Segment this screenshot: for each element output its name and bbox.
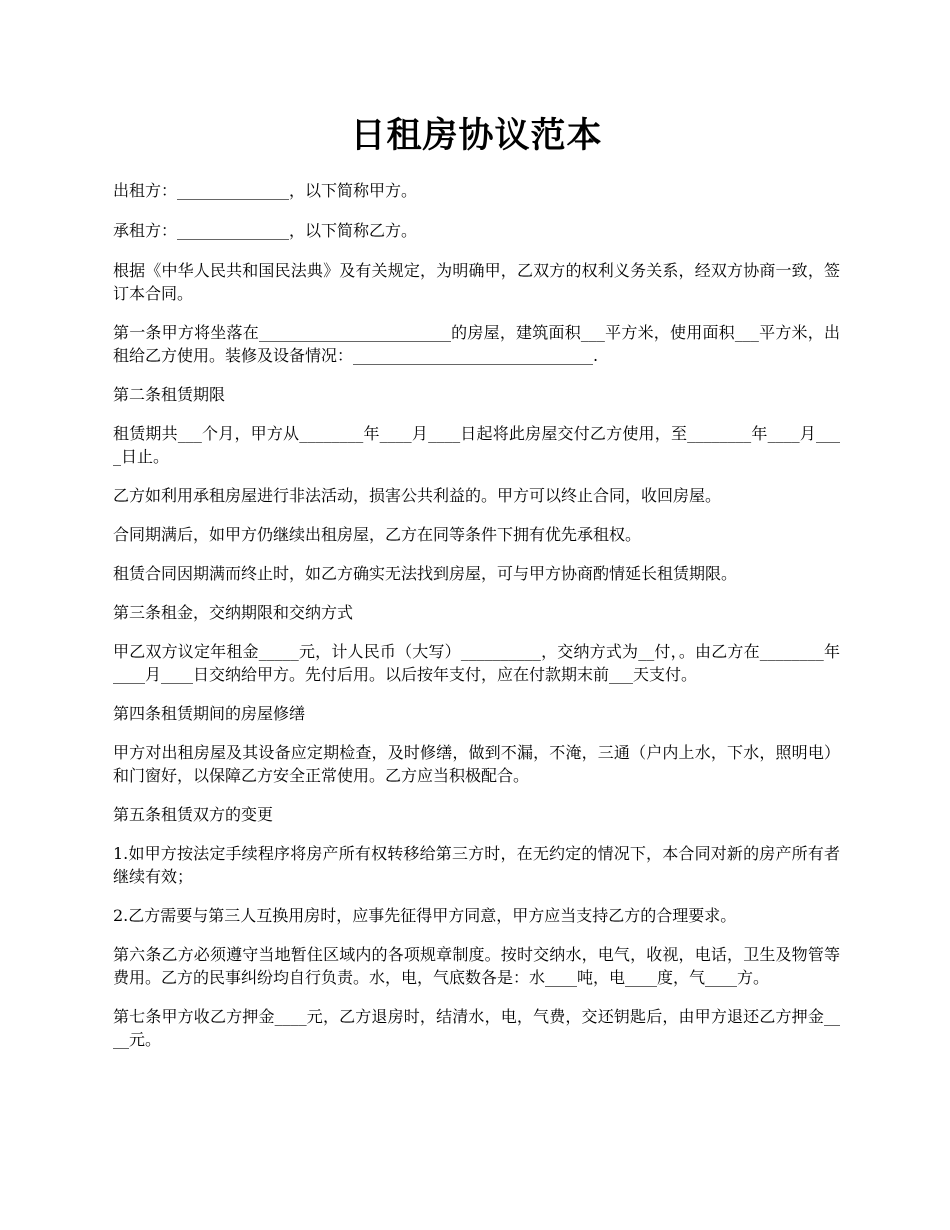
clause-lessor: 出租方：______________，以下简称甲方。 [113,181,418,200]
clause-4-heading: 第四条租赁期间的房屋修缮 [113,704,306,723]
clause-2-extension: 租赁合同因期满而终止时，如乙方确实无法找到房屋，可与甲方协商酌情延长租赁期限。 [113,564,738,583]
clause-2-heading: 第二条租赁期限 [113,385,226,404]
document-title: 日租房协议范本 [350,115,603,156]
clause-3-rent: 甲乙双方议定年租金_____元，计人民币（大写）__________，交纳方式为__付，。由乙方在________年____月____日交纳给甲方。先付后用。以后按年支付，应在付款期末前___天支付。 [113,642,840,684]
clause-lessee: 承租方：______________，以下简称乙方。 [113,221,418,240]
clause-5-item-1: 1.如甲方按法定手续程序将房产所有权转移给第三方时，在无约定的情况下，本合同对新的房产所有者继续有效； [113,844,840,886]
clause-2-term: 租赁期共___个月，甲方从________年____月____日起将此房屋交付乙方使用，至________年____月____日止。 [113,424,840,466]
clause-4-repair: 甲方对出租房屋及其设备应定期检查，及时修缮，做到不漏，不淹，三通（户内上水，下水，照明电）和门窗好，以保障乙方安全正常使用。乙方应当积极配合。 [113,743,840,785]
clause-5-heading: 第五条租赁双方的变更 [113,805,274,824]
clause-5-item-2: 2.乙方需要与第三人互换用房时，应事先征得甲方同意，甲方应当支持乙方的合理要求。 [113,906,737,925]
clause-7-deposit: 第七条甲方收乙方押金____元，乙方退房时，结清水，电，气费，交还钥匙后，由甲方退还乙方押金____元。 [113,1007,840,1049]
clause-2-illegal-use: 乙方如利用承租房屋进行非法活动，损害公共利益的。甲方可以终止合同，收回房屋。 [113,486,722,505]
clause-preamble: 根据《中华人民共和国民法典》及有关规定，为明确甲，乙双方的权利义务关系，经双方协商一致，签订本合同。 [113,261,840,303]
clause-3-heading: 第三条租金，交纳期限和交纳方式 [113,603,354,622]
clause-1-property: 第一条甲方将坐落在________________________的房屋，建筑面积___平方米，使用面积___平方米，出租给乙方使用。装修及设备情况：______________________________. [113,323,840,365]
clause-6-rules: 第六条乙方必须遵守当地暂住区域内的各项规章制度。按时交纳水，电气，收视，电话，卫生及物管等费用。乙方的民事纠纷均自行负责。水，电，气底数各是：水____吨，电____度，气____方。 [113,945,840,987]
clause-2-priority: 合同期满后，如甲方仍继续出租房屋，乙方在同等条件下拥有优先承租权。 [113,525,642,544]
document-page [113,0,840,1051]
